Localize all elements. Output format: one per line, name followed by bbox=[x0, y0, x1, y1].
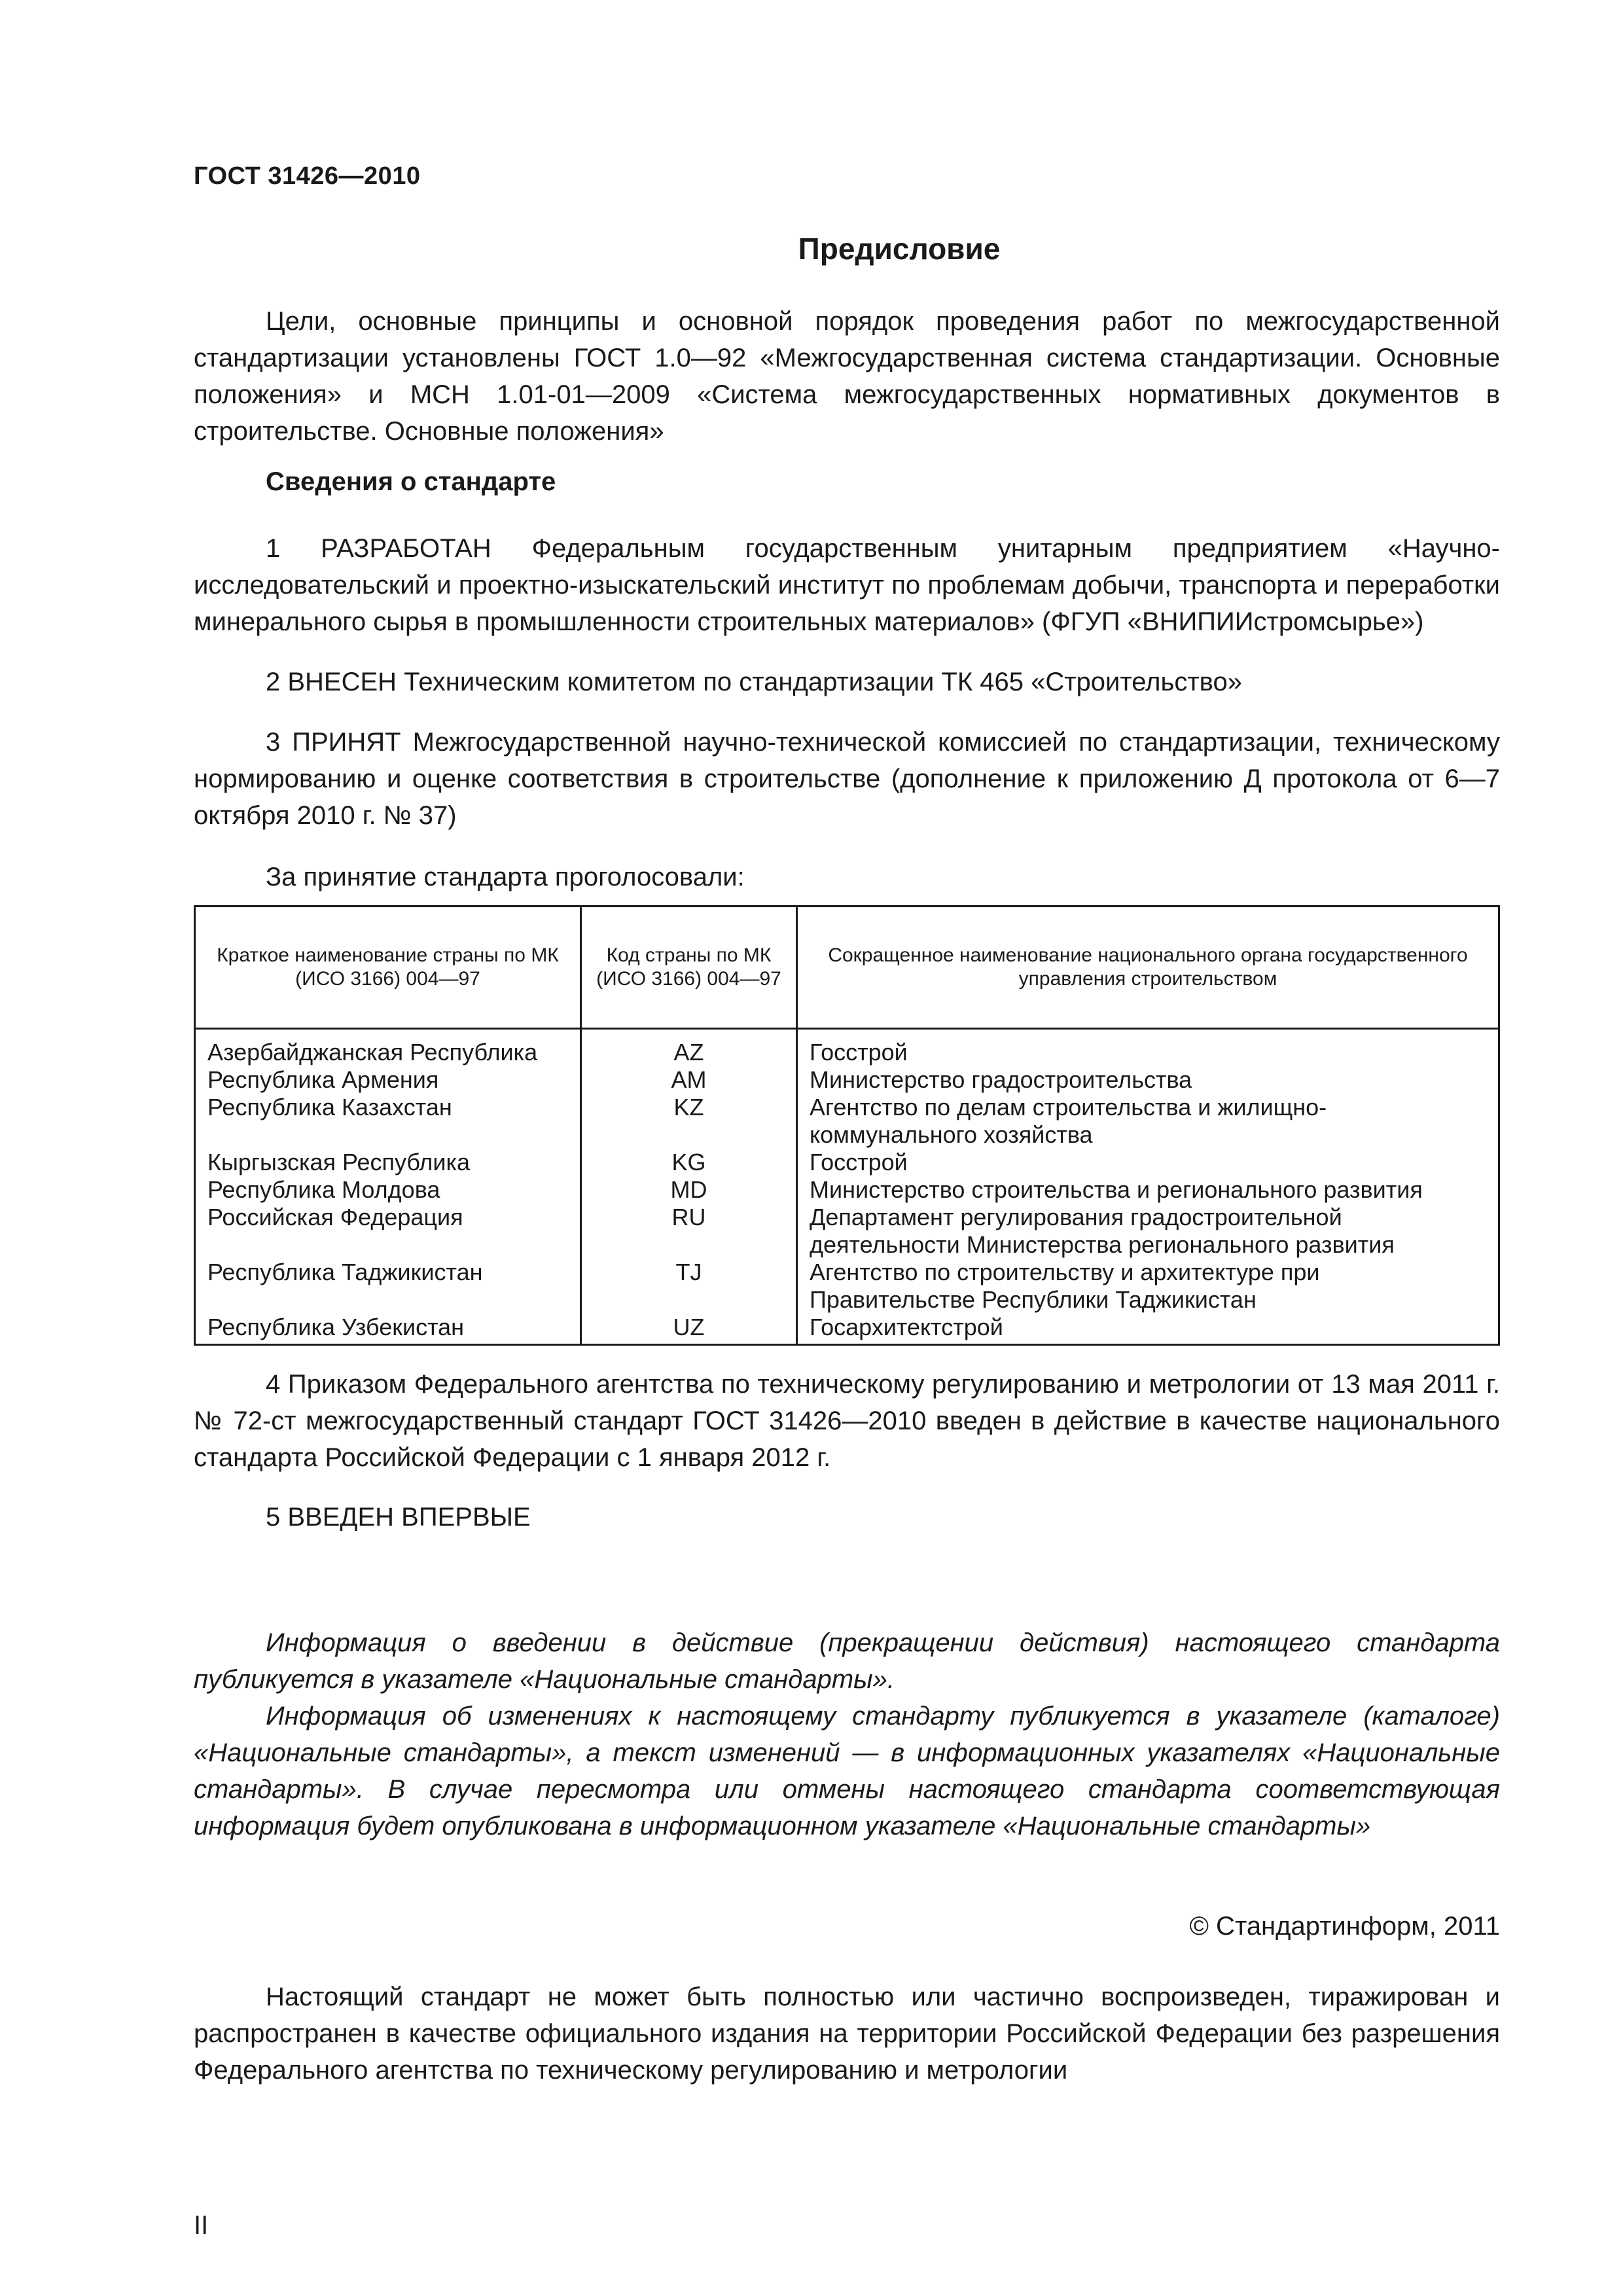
code-cell: UZ bbox=[581, 1314, 797, 1345]
table-header-row bbox=[195, 906, 1499, 1029]
table-header-authority: Сокращенное наименование национального органа государственного управления строительством bbox=[797, 906, 1499, 1029]
copyright-notice: © Стандартинформ, 2011 bbox=[1189, 1912, 1500, 1941]
table-row bbox=[195, 1094, 1499, 1149]
code-cell: MD bbox=[581, 1176, 797, 1204]
authority-cell: Госархитектстрой bbox=[797, 1314, 1499, 1345]
country-cell: Республика Казахстан bbox=[195, 1094, 581, 1149]
item-adopted: 3 ПРИНЯТ Межгосударственной научно-технической комиссией по стандартизации, техническому нормированию и оценке соответствия в строительстве (дополнение к приложению Д протокола от 6—7 октября 2010 г. № 37) bbox=[194, 728, 1500, 830]
table-row bbox=[195, 1149, 1499, 1176]
code-cell: TJ bbox=[581, 1259, 797, 1314]
section-subheading: Сведения о стандарте bbox=[266, 467, 556, 496]
document-code: ГОСТ 31426—2010 bbox=[194, 162, 421, 190]
authority-cell: Министерство градостроительства bbox=[797, 1066, 1499, 1094]
table-row bbox=[195, 1204, 1499, 1259]
authority-cell: Госстрой bbox=[797, 1149, 1499, 1176]
code-cell: RU bbox=[581, 1204, 797, 1259]
table-row bbox=[195, 1029, 1499, 1067]
country-cell: Республика Узбекистан bbox=[195, 1314, 581, 1345]
code-cell: AM bbox=[581, 1066, 797, 1094]
code-cell: KZ bbox=[581, 1094, 797, 1149]
item-submitted: 2 ВНЕСЕН Техническим комитетом по стандартизации ТК 465 «Строительство» bbox=[266, 668, 1242, 696]
code-cell: KG bbox=[581, 1149, 797, 1176]
authority-cell: Министерство строительства и регионального развития bbox=[797, 1176, 1499, 1204]
table-row bbox=[195, 1176, 1499, 1204]
voting-table bbox=[194, 905, 1500, 1346]
authority-cell: Департамент регулирования градостроительной деятельности Министерства регионального развития bbox=[797, 1204, 1499, 1259]
country-cell: Республика Молдова bbox=[195, 1176, 581, 1204]
country-cell: Азербайджанская Республика bbox=[195, 1029, 581, 1067]
page-number: II bbox=[194, 2211, 209, 2240]
table-row bbox=[195, 1066, 1499, 1094]
code-cell: AZ bbox=[581, 1029, 797, 1067]
item-first-introduced: 5 ВВЕДЕН ВПЕРВЫЕ bbox=[266, 1503, 531, 1532]
authority-cell: Агентство по строительству и архитектуре при Правительстве Республики Таджикистан bbox=[797, 1259, 1499, 1314]
vote-intro: За принятие стандарта проголосовали: bbox=[266, 863, 745, 891]
table-header-country: Краткое наименование страны по МК (ИСО 3166) 004—97 bbox=[195, 906, 581, 1029]
item-enacted: 4 Приказом Федерального агентства по техническому регулированию и метрологии от 13 мая 2011 г. № 72-ст межгосударственный стандарт ГОСТ 31426—2010 введен в действие в качестве национального стандарта Российской Федерации с 1 января 2012 г. bbox=[194, 1370, 1500, 1472]
country-cell: Кыргызская Республика bbox=[195, 1149, 581, 1176]
table-row bbox=[195, 1314, 1499, 1345]
reproduction-notice: Настоящий стандарт не может быть полностью или частично воспроизведен, тиражирован и распространен в качестве официального издания на территории Российской Федерации без разрешения Федерального агентства по техническому регулированию и метрологии bbox=[194, 1982, 1500, 2085]
country-cell: Российская Федерация bbox=[195, 1204, 581, 1259]
authority-cell: Агентство по делам строительства и жилищно-коммунального хозяйства bbox=[797, 1094, 1499, 1149]
table-header-code: Код страны по МК (ИСО 3166) 004—97 bbox=[581, 906, 797, 1029]
country-cell: Республика Армения bbox=[195, 1066, 581, 1094]
table-row bbox=[195, 1259, 1499, 1314]
country-cell: Республика Таджикистан bbox=[195, 1259, 581, 1314]
info-paragraph-changes: Информация об изменениях к настоящему стандарту публикуется в указателе (каталоге) «Национальные стандарты», а текст изменений — в информационных указателях «Национальные стандарты». В случае пересмотра или отмены настоящего стандарта соответствующая информация будет опубликована в информационном указателе «Национальные стандарты» bbox=[194, 1702, 1500, 1840]
intro-paragraph: Цели, основные принципы и основной порядок проведения работ по межгосударственной стандартизации установлены ГОСТ 1.0—92 «Межгосударственная система стандартизации. Основные положения» и МСН 1.01-01—2009 «Система межгосударственных нормативных документов в строительстве. Основные положения» bbox=[194, 307, 1500, 446]
item-developed: 1 РАЗРАБОТАН Федеральным государственным унитарным предприятием «Научно-исследовательский и проектно-изыскательский институт по проблемам добычи, транспорта и переработки минерального сырья в промышленности строительных материалов» (ФГУП «ВНИПИИстромсырье») bbox=[194, 534, 1500, 636]
authority-cell: Госстрой bbox=[797, 1029, 1499, 1067]
page-title: Предисловие bbox=[798, 232, 1001, 266]
info-paragraph-introduction: Информация о введении в действие (прекращении действия) настоящего стандарта публикуется в указателе «Национальные стандарты». bbox=[194, 1628, 1500, 1694]
